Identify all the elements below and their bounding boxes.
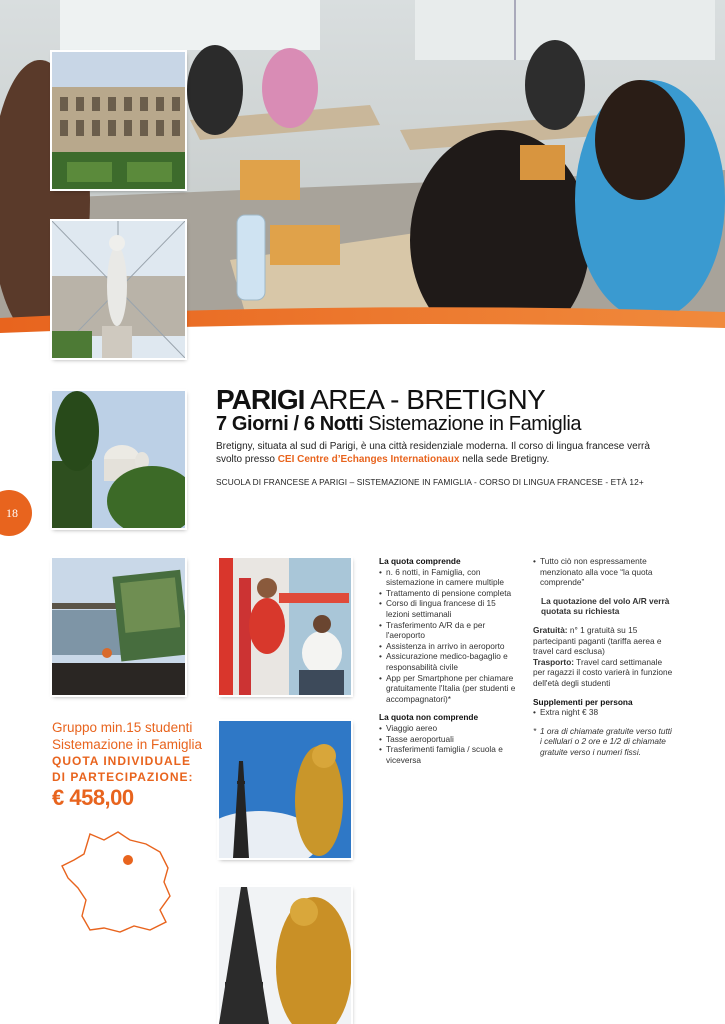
- palace-photo: [52, 52, 185, 189]
- eiffel-tower-photo: [219, 887, 351, 1024]
- includes-list: [379, 567, 521, 705]
- list-item: • Viaggio aereo: [379, 723, 521, 734]
- page-number: 18: [6, 506, 18, 520]
- list-item: • n. 6 notti, in Famiglia, con sistemazione in camere multiple: [379, 567, 521, 588]
- page-number-tab: [0, 490, 32, 536]
- price: € 458,00: [52, 785, 134, 810]
- group-size: Gruppo min.15 studenti: [52, 720, 193, 735]
- list-item: • Tasse aeroportuali: [379, 734, 521, 745]
- tagline: SCUOLA DI FRANCESE A PARIGI – SISTEMAZIONE IN FAMIGLIA - CORSO DI LINGUA FRANCESE - ETÀ 12+: [216, 477, 644, 487]
- offer-block: [52, 719, 202, 811]
- notes-column: [533, 556, 673, 758]
- list-item: • Tutto ciò non espressamente menzionato alla voce “la quota comprende”: [533, 556, 673, 588]
- students-bunkbed-photo: [219, 558, 351, 695]
- intro-paragraph: Bretigny, situata al sud di Parigi, è una città residenziale moderna. Il corso di lingua francese verrà svolto presso CEI Centre d’Echanges Internationaux nella sede Bretigny.: [216, 441, 650, 465]
- page-title: PARIGI AREA - BRETIGNY: [216, 384, 546, 415]
- school-name: CEI Centre d’Echanges Internationaux: [277, 454, 460, 465]
- sacre-coeur-photo: [52, 391, 185, 528]
- list-item: • Trasferimento A/R da e per l'aeroporto: [379, 620, 521, 641]
- supplementi-heading: Supplementi per persona: [533, 696, 633, 707]
- eiffel-gold-statue-photo: [219, 721, 351, 858]
- list-item: • App per Smartphone per chiamare gratuitamente l'Italia (per studenti e accompagnatori)*: [379, 673, 521, 705]
- quota-label-1: QUOTA INDIVIDUALE: [52, 754, 191, 768]
- list-item: • Trattamento di pensione completa: [379, 588, 521, 599]
- page-subtitle: 7 Giorni / 6 Notti Sistemazione in Famiglia: [216, 413, 582, 435]
- list-item: • Assicurazione medico-bagaglio e responsabilità civile: [379, 651, 521, 672]
- gratuita-note: Gratuità: n° 1 gratuità su 15 partecipanti paganti (tariffa aerea e travel card esclusa): [533, 624, 662, 657]
- excludes-list: [379, 723, 521, 765]
- includes-column: [379, 556, 521, 765]
- list-item: • Trasferimenti famiglia / scuola e viceversa: [379, 744, 521, 765]
- list-item: • Corso di lingua francese di 15 lezioni settimanali: [379, 598, 521, 619]
- list-item: • Assistenza in arrivo in aeroporto: [379, 641, 521, 652]
- footnote: * 1 ora di chiamate gratuite verso tutti i cellulari o 2 ore e 1/2 di chiamate gratuite verso i numeri fissi.: [533, 726, 673, 758]
- trasporto-note: Trasporto: Travel card settimanale per ragazzi il costo varierà in funzione dell'età degli studenti: [533, 656, 673, 688]
- quota-label-2: DI PARTECIPAZIONE:: [52, 770, 194, 784]
- flight-note: La quotazione del volo A/R verrà quotata su richiesta: [541, 595, 670, 617]
- seine-painter-photo: [52, 558, 185, 695]
- includes-heading: La quota comprende: [379, 556, 461, 566]
- accommodation-type: Sistemazione in Famiglia: [52, 737, 203, 752]
- paris-location-marker: [123, 855, 133, 865]
- france-map: [60, 830, 175, 940]
- excludes-heading: La quota non comprende: [379, 712, 479, 723]
- list-item: • Extra night € 38: [533, 707, 673, 718]
- statue-photo: [52, 221, 185, 358]
